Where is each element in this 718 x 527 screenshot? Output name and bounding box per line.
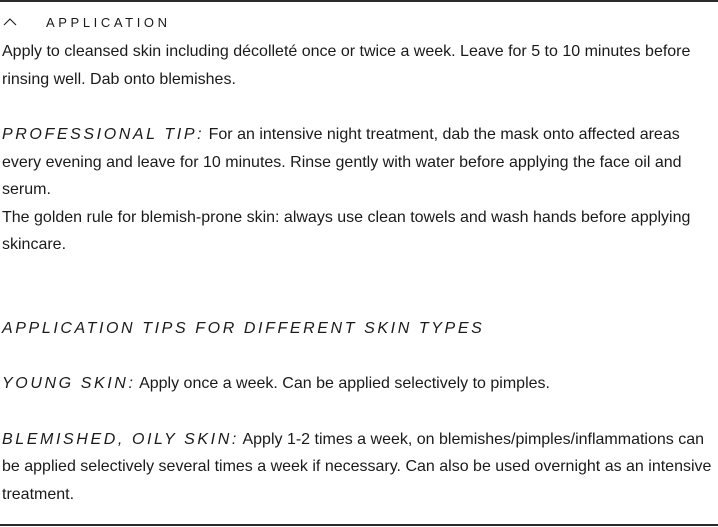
young-skin-label: YOUNG SKIN:	[2, 375, 136, 392]
spacer	[2, 342, 714, 370]
oily-skin-label: BLEMISHED, OILY SKIN:	[2, 430, 239, 448]
professional-tip-label: PROFESSIONAL TIP:	[2, 126, 205, 143]
spacer	[2, 398, 714, 426]
top-divider	[0, 0, 718, 2]
spacer	[2, 93, 714, 121]
chevron-up-icon[interactable]	[3, 15, 17, 29]
young-skin-paragraph	[2, 370, 714, 398]
oily-skin-text: Apply 1-2 times a week, on blemishes/pimples/inflammations can be applied selectively several times a week if necessary. Can also be used overnight as an intensive treatment.	[2, 430, 712, 503]
young-skin-text: Apply once a week. Can be applied selectively to pimples.	[139, 375, 550, 392]
professional-tip-paragraph	[2, 121, 714, 204]
oily-skin-paragraph	[2, 426, 714, 509]
accordion-toggle-application[interactable]	[0, 10, 718, 34]
golden-rule-paragraph: The golden rule for blemish-prone skin: always use clean towels and wash hands before applying skincare.	[2, 208, 691, 253]
accordion-title: APPLICATION	[46, 14, 171, 30]
spacer	[2, 259, 714, 315]
professional-tip-text: For an intensive night treatment, dab the mask onto affected areas every evening and leave for 10 minutes. Rinse gently with water before applying the face oil and serum.	[2, 126, 682, 198]
tips-heading: APPLICATION TIPS FOR DIFFERENT SKIN TYPES	[2, 319, 485, 337]
intro-paragraph: Apply to cleansed skin including décolleté once or twice a week. Leave for 5 to 10 minutes before rinsing well. Dab onto blemishes.	[2, 43, 691, 88]
bottom-divider	[0, 524, 718, 526]
accordion-content	[2, 38, 714, 508]
